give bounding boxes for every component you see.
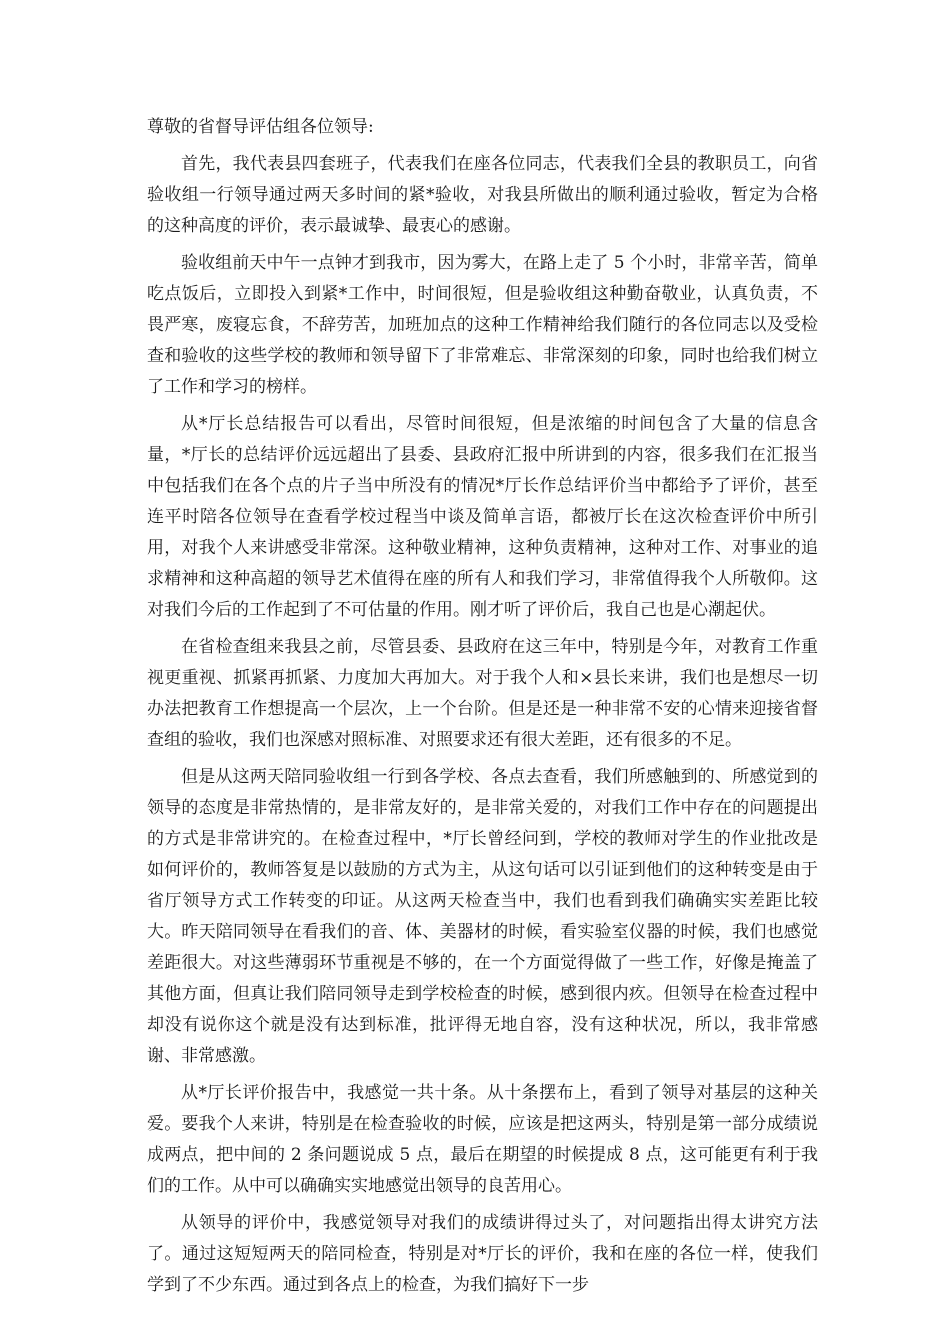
paragraph-2: 验收组前天中午一点钟才到我市，因为雾大，在路上走了 5 个小时，非常辛苦，简单吃点饭后，立即投入到紧*工作中，时间很短，但是验收组这种勤奋敬业，认真负责，不畏严寒，废寝忘食，不辞劳苦，加班加点的这种工作精神给我们随行的各位同志以及受检查和验收的这些学校的教师和领导留下了非常难忘、非常深刻的印象，同时也给我们树立了工作和学习的榜样。 (147, 253, 818, 397)
salutation: 尊敬的省督导评估组各位领导: (147, 117, 374, 137)
paragraph-5: 但是从这两天陪同验收组一行到各学校、各点去查看，我们所感触到的、所感觉到的领导的态度是非常热情的，是非常友好的，是非常关爱的，对我们工作中存在的问题提出的方式是非常讲究的。在检查过程中，*厅长曾经问到，学校的教师对学生的作业批改是如何评价的，教师答复是以鼓励的方式为主，从这句话可以引证到他们的这种转变是由于省厅领导方式工作转变的印证。从这两天检查当中，我们也看到我们确确实实差距比较大。昨天陪同领导在看我们的音、体、美器材的时候，看实验室仪器的时候，我们也感觉差距很大。对这些薄弱环节重视是不够的，在一个方面觉得做了一些工作，好像是掩盖了其他方面，但真让我们陪同领导走到学校检查的时候，感到很内疚。但领导在检查过程中却没有说你这个就是没有达到标准，批评得无地自容，没有这种状况，所以，我非常感谢、非常感激。 (147, 767, 818, 1066)
paragraph-6: 从*厅长评价报告中，我感觉一共十条。从十条摆布上，看到了领导对基层的这种关爱。要我个人来讲，特别是在检查验收的时候，应该是把这两头，特别是第一部分成绩说成两点，把中间的 2 条问题说成 5 点，最后在期望的时候提成 8 点，这可能更有利于我们的工作。从中可以确确实实地感觉出领导的良苦用心。 (147, 1083, 818, 1196)
document-body (147, 112, 818, 1301)
paragraph-3: 从*厅长总结报告可以看出，尽管时间很短，但是浓缩的时间包含了大量的信息含量，*厅长的总结评价远远超出了县委、县政府汇报中所讲到的内容，很多我们在汇报当中包括我们在各个点的片子当中所没有的情况*厅长作总结评价当中都给予了评价，甚至连平时陪各位领导在查看学校过程当中谈及简单言语，都被厅长在这次检查评价中所引用，对我个人来讲感受非常深。这种敬业精神，这种负责精神，这种对工作、对事业的追求精神和这种高超的领导艺术值得在座的所有人和我们学习，非常值得我个人所敬仰。这对我们今后的工作起到了不可估量的作用。刚才听了评价后，我自己也是心潮起伏。 (147, 414, 818, 620)
paragraph-4: 在省检查组来我县之前，尽管县委、县政府在这三年中，特别是今年，对教育工作重视更重视、抓紧再抓紧、力度加大再加大。对于我个人和×县长来讲，我们也是想尽一切办法把教育工作想提高一个层次，上一个台阶。但是还是一种非常不安的心情来迎接省督查组的验收，我们也深感对照标准、对照要求还有很大差距，还有很多的不足。 (147, 637, 818, 750)
paragraph-7: 从领导的评价中，我感觉领导对我们的成绩讲得过头了，对问题指出得太讲究方法了。通过这短短两天的陪同检查，特别是对*厅长的评价，我和在座的各位一样，使我们学到了不少东西。通过到各点上的检查，为我们搞好下一步 (147, 1213, 818, 1295)
paragraph-1: 首先，我代表县四套班子，代表我们在座各位同志，代表我们全县的教职员工，向省验收组一行领导通过两天多时间的紧*验收，对我县所做出的顺利通过验收，暂定为合格的这种高度的评价，表示最诚挚、最衷心的感谢。 (147, 154, 818, 236)
